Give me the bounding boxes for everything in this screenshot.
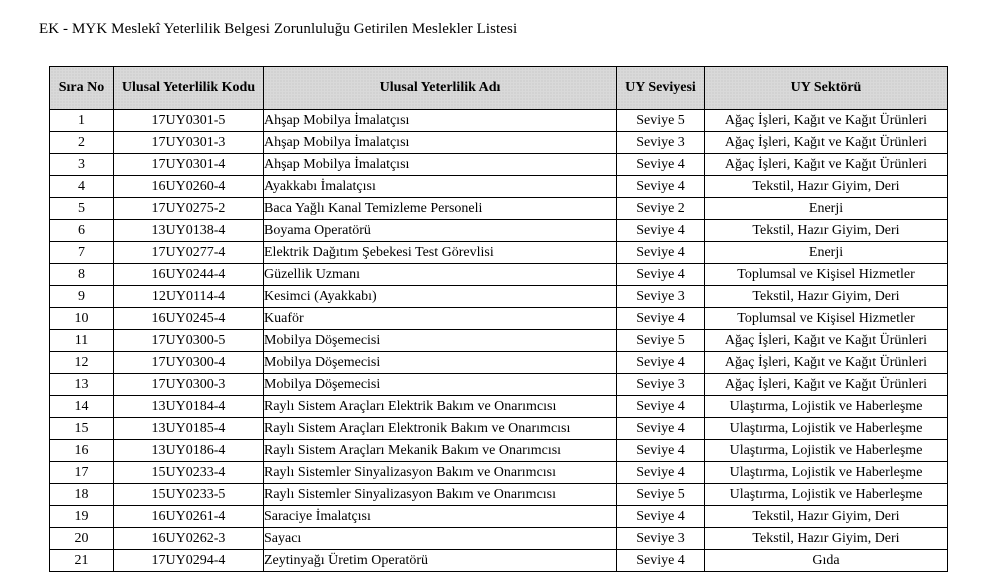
header-uy-seviyesi: UY Seviyesi — [617, 67, 705, 110]
cell-uy-sektoru: Ağaç İşleri, Kağıt ve Kağıt Ürünleri — [705, 110, 948, 132]
cell-uy-kodu: 17UY0301-3 — [114, 132, 264, 154]
cell-uy-adi: Kesimci (Ayakkabı) — [264, 286, 617, 308]
table-row — [50, 110, 948, 132]
cell-uy-adi: Kuaför — [264, 308, 617, 330]
cell-uy-sektoru: Enerji — [705, 198, 948, 220]
cell-uy-sektoru: Tekstil, Hazır Giyim, Deri — [705, 506, 948, 528]
table-row — [50, 352, 948, 374]
table-row — [50, 484, 948, 506]
cell-uy-kodu: 12UY0114-4 — [114, 286, 264, 308]
cell-uy-seviyesi: Seviye 3 — [617, 528, 705, 550]
cell-uy-kodu: 13UY0184-4 — [114, 396, 264, 418]
cell-uy-seviyesi: Seviye 5 — [617, 484, 705, 506]
cell-uy-adi: Ahşap Mobilya İmalatçısı — [264, 132, 617, 154]
cell-uy-kodu: 15UY0233-4 — [114, 462, 264, 484]
cell-uy-sektoru: Ulaştırma, Lojistik ve Haberleşme — [705, 396, 948, 418]
cell-uy-adi: Boyama Operatörü — [264, 220, 617, 242]
cell-uy-sektoru: Ağaç İşleri, Kağıt ve Kağıt Ürünleri — [705, 352, 948, 374]
cell-uy-sektoru: Tekstil, Hazır Giyim, Deri — [705, 286, 948, 308]
cell-uy-seviyesi: Seviye 4 — [617, 462, 705, 484]
cell-uy-adi: Raylı Sistem Araçları Elektronik Bakım ve Onarımcısı — [264, 418, 617, 440]
document-title: EK - MYK Meslekî Yeterlilik Belgesi Zorunluluğu Getirilen Meslekler Listesi — [39, 21, 518, 37]
header-uy-sektoru: UY Sektörü — [705, 67, 948, 110]
header-uy-adi: Ulusal Yeterlilik Adı — [264, 67, 617, 110]
table-row — [50, 506, 948, 528]
table-row — [50, 462, 948, 484]
cell-uy-seviyesi: Seviye 4 — [617, 506, 705, 528]
cell-uy-sektoru: Gıda — [705, 550, 948, 572]
cell-uy-kodu: 17UY0300-3 — [114, 374, 264, 396]
cell-uy-seviyesi: Seviye 4 — [617, 418, 705, 440]
occupations-table — [49, 66, 948, 572]
header-sira-no: Sıra No — [50, 67, 114, 110]
table-row — [50, 220, 948, 242]
cell-uy-adi: Elektrik Dağıtım Şebekesi Test Görevlisi — [264, 242, 617, 264]
cell-uy-sektoru: Ağaç İşleri, Kağıt ve Kağıt Ürünleri — [705, 132, 948, 154]
cell-uy-adi: Saraciye İmalatçısı — [264, 506, 617, 528]
table-row — [50, 440, 948, 462]
table-row — [50, 374, 948, 396]
cell-sira-no: 12 — [50, 352, 114, 374]
cell-sira-no: 21 — [50, 550, 114, 572]
cell-uy-adi: Ahşap Mobilya İmalatçısı — [264, 110, 617, 132]
cell-uy-sektoru: Toplumsal ve Kişisel Hizmetler — [705, 308, 948, 330]
table-row — [50, 528, 948, 550]
table-row — [50, 550, 948, 572]
cell-uy-seviyesi: Seviye 3 — [617, 374, 705, 396]
cell-sira-no: 2 — [50, 132, 114, 154]
table-row — [50, 286, 948, 308]
table-row — [50, 242, 948, 264]
cell-uy-sektoru: Enerji — [705, 242, 948, 264]
cell-sira-no: 17 — [50, 462, 114, 484]
cell-sira-no: 4 — [50, 176, 114, 198]
cell-uy-seviyesi: Seviye 5 — [617, 110, 705, 132]
cell-sira-no: 18 — [50, 484, 114, 506]
cell-uy-seviyesi: Seviye 4 — [617, 176, 705, 198]
cell-uy-sektoru: Ağaç İşleri, Kağıt ve Kağıt Ürünleri — [705, 154, 948, 176]
cell-uy-seviyesi: Seviye 4 — [617, 352, 705, 374]
cell-uy-adi: Baca Yağlı Kanal Temizleme Personeli — [264, 198, 617, 220]
table-row — [50, 308, 948, 330]
cell-uy-sektoru: Ulaştırma, Lojistik ve Haberleşme — [705, 484, 948, 506]
cell-uy-kodu: 16UY0262-3 — [114, 528, 264, 550]
cell-uy-sektoru: Ulaştırma, Lojistik ve Haberleşme — [705, 462, 948, 484]
cell-uy-sektoru: Ulaştırma, Lojistik ve Haberleşme — [705, 440, 948, 462]
cell-uy-adi: Raylı Sistemler Sinyalizasyon Bakım ve Onarımcısı — [264, 484, 617, 506]
cell-sira-no: 9 — [50, 286, 114, 308]
cell-sira-no: 10 — [50, 308, 114, 330]
cell-uy-seviyesi: Seviye 4 — [617, 440, 705, 462]
cell-uy-kodu: 13UY0186-4 — [114, 440, 264, 462]
cell-uy-kodu: 17UY0301-4 — [114, 154, 264, 176]
cell-uy-adi: Zeytinyağı Üretim Operatörü — [264, 550, 617, 572]
cell-sira-no: 15 — [50, 418, 114, 440]
cell-sira-no: 14 — [50, 396, 114, 418]
table-row — [50, 176, 948, 198]
table-row — [50, 198, 948, 220]
cell-uy-sektoru: Tekstil, Hazır Giyim, Deri — [705, 528, 948, 550]
cell-uy-adi: Raylı Sistem Araçları Elektrik Bakım ve Onarımcısı — [264, 396, 617, 418]
cell-uy-kodu: 16UY0245-4 — [114, 308, 264, 330]
header-uy-kodu: Ulusal Yeterlilik Kodu — [114, 67, 264, 110]
cell-sira-no: 1 — [50, 110, 114, 132]
cell-uy-adi: Ahşap Mobilya İmalatçısı — [264, 154, 617, 176]
cell-uy-kodu: 13UY0185-4 — [114, 418, 264, 440]
cell-uy-seviyesi: Seviye 4 — [617, 242, 705, 264]
cell-uy-adi: Güzellik Uzmanı — [264, 264, 617, 286]
cell-uy-kodu: 17UY0275-2 — [114, 198, 264, 220]
cell-sira-no: 5 — [50, 198, 114, 220]
cell-uy-adi: Mobilya Döşemecisi — [264, 352, 617, 374]
cell-uy-seviyesi: Seviye 4 — [617, 264, 705, 286]
cell-uy-adi: Raylı Sistemler Sinyalizasyon Bakım ve Onarımcısı — [264, 462, 617, 484]
cell-sira-no: 7 — [50, 242, 114, 264]
cell-uy-adi: Raylı Sistem Araçları Mekanik Bakım ve Onarımcısı — [264, 440, 617, 462]
table-row — [50, 330, 948, 352]
table-header — [50, 67, 948, 110]
cell-uy-kodu: 16UY0260-4 — [114, 176, 264, 198]
cell-uy-seviyesi: Seviye 5 — [617, 330, 705, 352]
cell-uy-adi: Ayakkabı İmalatçısı — [264, 176, 617, 198]
cell-uy-kodu: 13UY0138-4 — [114, 220, 264, 242]
cell-uy-kodu: 15UY0233-5 — [114, 484, 264, 506]
cell-uy-seviyesi: Seviye 2 — [617, 198, 705, 220]
cell-uy-sektoru: Ağaç İşleri, Kağıt ve Kağıt Ürünleri — [705, 374, 948, 396]
cell-sira-no: 8 — [50, 264, 114, 286]
cell-sira-no: 11 — [50, 330, 114, 352]
cell-sira-no: 19 — [50, 506, 114, 528]
cell-sira-no: 16 — [50, 440, 114, 462]
cell-uy-kodu: 16UY0244-4 — [114, 264, 264, 286]
cell-uy-sektoru: Tekstil, Hazır Giyim, Deri — [705, 220, 948, 242]
cell-uy-seviyesi: Seviye 4 — [617, 550, 705, 572]
cell-uy-adi: Sayacı — [264, 528, 617, 550]
table-row — [50, 396, 948, 418]
cell-uy-kodu: 17UY0301-5 — [114, 110, 264, 132]
table-body — [50, 110, 948, 572]
table-row — [50, 264, 948, 286]
cell-uy-seviyesi: Seviye 4 — [617, 154, 705, 176]
cell-uy-sektoru: Ağaç İşleri, Kağıt ve Kağıt Ürünleri — [705, 330, 948, 352]
cell-sira-no: 6 — [50, 220, 114, 242]
cell-uy-seviyesi: Seviye 4 — [617, 396, 705, 418]
cell-uy-kodu: 17UY0277-4 — [114, 242, 264, 264]
cell-uy-sektoru: Toplumsal ve Kişisel Hizmetler — [705, 264, 948, 286]
cell-sira-no: 13 — [50, 374, 114, 396]
table-row — [50, 132, 948, 154]
cell-sira-no: 20 — [50, 528, 114, 550]
cell-uy-seviyesi: Seviye 3 — [617, 286, 705, 308]
cell-uy-seviyesi: Seviye 4 — [617, 308, 705, 330]
cell-uy-adi: Mobilya Döşemecisi — [264, 374, 617, 396]
table-row — [50, 154, 948, 176]
cell-uy-sektoru: Tekstil, Hazır Giyim, Deri — [705, 176, 948, 198]
cell-uy-seviyesi: Seviye 4 — [617, 220, 705, 242]
cell-uy-kodu: 17UY0300-4 — [114, 352, 264, 374]
cell-uy-kodu: 17UY0300-5 — [114, 330, 264, 352]
cell-uy-kodu: 17UY0294-4 — [114, 550, 264, 572]
cell-uy-adi: Mobilya Döşemecisi — [264, 330, 617, 352]
cell-uy-seviyesi: Seviye 3 — [617, 132, 705, 154]
cell-sira-no: 3 — [50, 154, 114, 176]
cell-uy-sektoru: Ulaştırma, Lojistik ve Haberleşme — [705, 418, 948, 440]
table-row — [50, 418, 948, 440]
cell-uy-kodu: 16UY0261-4 — [114, 506, 264, 528]
header-row — [50, 67, 948, 110]
